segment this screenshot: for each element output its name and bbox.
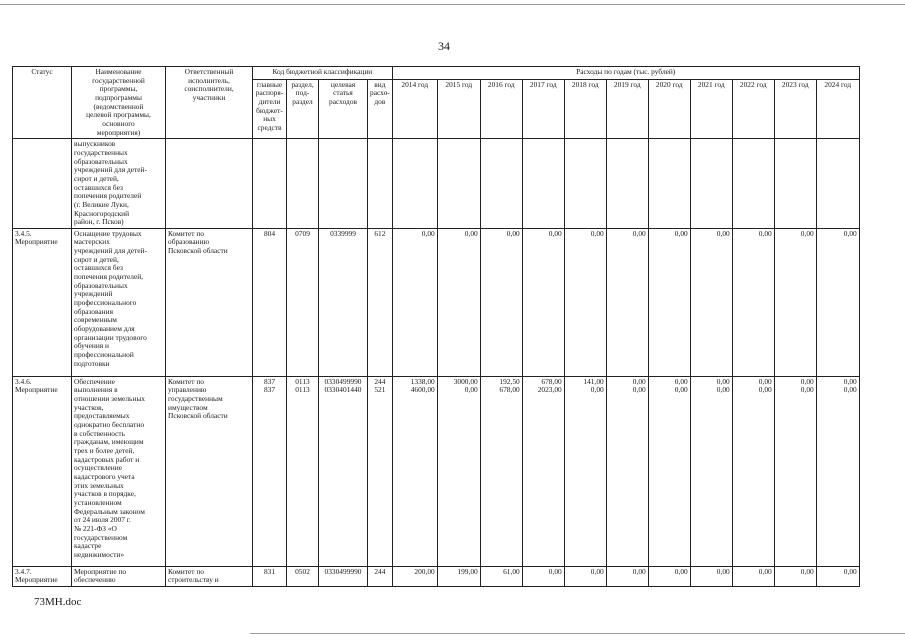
amount-value: 0,00 (843, 376, 857, 386)
amount-value: 1338,00 (410, 376, 435, 386)
text-line: Комитет по (168, 566, 204, 576)
text-line: образовательных (74, 156, 128, 166)
text-line: 3.4.5. (15, 228, 32, 238)
text-line: учреждений (74, 289, 113, 299)
header-name (72, 67, 166, 139)
cell-amount (774, 228, 816, 376)
text-line: расходов (329, 97, 357, 107)
cell-amount (732, 228, 774, 376)
scan-edge-bottom (250, 633, 905, 634)
cell-amount (690, 139, 732, 229)
text-line: (г. Великие Луки, (74, 199, 129, 209)
amount-value: 0,00 (632, 376, 646, 386)
cell-amount (816, 376, 859, 566)
text-line: оставшихся без (74, 182, 123, 192)
amount-value: 0,00 (632, 566, 646, 576)
amount-value: 199,00 (457, 566, 478, 576)
cell-amount (648, 139, 690, 229)
text-line: этих земельных (74, 480, 124, 490)
amount-value: 3000,00 (453, 376, 478, 386)
page-number: 34 (438, 39, 450, 53)
text-line: Наименование (95, 67, 142, 76)
header-csr (319, 79, 368, 139)
header-year: 2014 год (392, 79, 437, 139)
text-line: 837 (263, 376, 276, 386)
text-line: профессионального (74, 298, 137, 308)
text-line: Мероприятие (15, 385, 58, 395)
text-line: Федеральным законом (74, 506, 145, 516)
amount-value: 0,00 (758, 228, 772, 238)
header-year: 2019 год (606, 79, 648, 139)
amount-value: 0,00 (548, 566, 562, 576)
cell-amount (648, 228, 690, 376)
cell-amount (606, 228, 648, 376)
header-year: 2018 год (564, 79, 606, 139)
text-line: Псковской области (168, 246, 228, 256)
amount-value: 0,00 (758, 566, 772, 576)
amount-value: 0,00 (464, 228, 478, 238)
cell-code-vr (368, 566, 393, 586)
cell-name (72, 566, 166, 586)
cell-amount (774, 376, 816, 566)
cell-amount (648, 376, 690, 566)
cell-amount (732, 566, 774, 586)
amount-value: 0,00 (843, 385, 857, 395)
cell-status (13, 376, 72, 566)
cell-code-csr (319, 566, 368, 586)
cell-status (13, 139, 72, 229)
text-line: Красногородский (74, 208, 130, 218)
text-line: 0339999 (330, 228, 356, 238)
text-line: попечения родителей (74, 191, 142, 201)
header-year: 2017 год (522, 79, 564, 139)
cell-amount (392, 566, 437, 586)
text-line: отношении земельных (74, 394, 145, 404)
text-line: кадастровых работ и (74, 454, 140, 464)
amount-value: 0,00 (800, 376, 814, 386)
table-row (13, 566, 860, 586)
amount-value: 0,00 (674, 228, 688, 238)
cell-amount (437, 139, 480, 229)
text-line: государственной (92, 75, 145, 85)
cell-amount (732, 376, 774, 566)
text-line: строительству и (168, 575, 219, 585)
amount-value: 61,00 (503, 566, 520, 576)
cell-amount (606, 566, 648, 586)
cell-amount (437, 228, 480, 376)
cell-amount (690, 228, 732, 376)
amount-value: 141,00 (583, 376, 604, 386)
text-line: образовательных (74, 280, 128, 290)
amount-value: 0,00 (590, 566, 604, 576)
amount-value: 0,00 (464, 385, 478, 395)
cell-executor (166, 139, 253, 229)
text-line: раздел, (291, 79, 314, 89)
amount-value: 200,00 (414, 566, 435, 576)
cell-amount (648, 566, 690, 586)
text-line: 0502 (295, 566, 310, 576)
cell-executor (166, 228, 253, 376)
amount-value: 0,00 (674, 376, 688, 386)
text-line: вид (374, 79, 386, 89)
cell-code-vr (368, 228, 393, 376)
text-line: профессиональной (74, 350, 134, 359)
text-line: 0330499990 (324, 376, 362, 386)
cell-amount (480, 566, 522, 586)
cell-amount (522, 139, 564, 229)
text-line: выпускников (74, 139, 116, 149)
text-line: № 221-ФЗ «О (74, 523, 117, 533)
text-line: участники (192, 92, 226, 102)
cell-amount (690, 376, 732, 566)
header-expenses: Расходы по годам (тыс. рублей) (392, 67, 859, 80)
cell-code-rzpr (287, 566, 319, 586)
cell-name (72, 139, 166, 229)
amount-value: 0,00 (548, 228, 562, 238)
text-line: распоря- (255, 88, 284, 98)
text-line: (ведомственной (93, 101, 144, 111)
amount-value: 0,00 (758, 385, 772, 395)
amount-value: 192,50 (499, 376, 520, 386)
amount-value: 0,00 (506, 228, 520, 238)
amount-value: 0,00 (632, 228, 646, 238)
text-line: Ответственный (184, 67, 234, 76)
amount-value: 0,00 (843, 566, 857, 576)
text-line: ных (263, 114, 276, 124)
text-line: 804 (263, 228, 276, 238)
header-year: 2020 год (648, 79, 690, 139)
cell-amount (564, 228, 606, 376)
table-row (13, 228, 860, 376)
header-grbs (253, 79, 287, 139)
cell-amount (522, 376, 564, 566)
header-status: Статус (13, 67, 72, 139)
cell-code-rzpr (287, 139, 319, 229)
text-line: Мероприятие (15, 575, 58, 585)
text-line: 3.4.7. (15, 566, 32, 576)
document-filename: 73МН.doc (34, 596, 82, 608)
text-line: учреждений для детей- (74, 165, 147, 175)
text-line: выполнения в (74, 385, 118, 395)
text-line: подготовки (74, 358, 110, 368)
text-line: Обеспечение (74, 376, 115, 386)
amount-value: 0,00 (590, 385, 604, 395)
header-year: 2024 год (816, 79, 859, 139)
cell-code-grbs (253, 566, 287, 586)
cell-code-vr (368, 139, 393, 229)
amount-value: 678,00 (541, 376, 562, 386)
text-line: исполнитель, (188, 75, 230, 85)
amount-value: 0,00 (800, 228, 814, 238)
cell-executor (166, 566, 253, 586)
amount-value: 0,00 (716, 376, 730, 386)
amount-value: 2023,00 (537, 385, 562, 395)
text-line: Комитет по (168, 228, 204, 238)
cell-amount (392, 376, 437, 566)
cell-status (13, 228, 72, 376)
text-line: попечения родителей, (74, 272, 144, 282)
text-line: управлению (168, 385, 207, 395)
text-line: соисполнители, (184, 84, 234, 94)
text-line: 831 (263, 566, 276, 576)
cell-status (13, 566, 72, 586)
text-line: 244 (374, 566, 386, 576)
header-rzpr (287, 79, 319, 139)
table-body (13, 139, 860, 587)
cell-code-vr (368, 376, 393, 566)
cell-code-csr (319, 376, 368, 566)
text-line: государственных (74, 147, 128, 157)
amount-value: 678,00 (499, 385, 520, 395)
text-line: организации трудового (74, 332, 147, 342)
amount-value: 0,00 (716, 228, 730, 238)
text-line: обучения и (74, 341, 109, 351)
cell-amount (816, 139, 859, 229)
cell-amount (392, 228, 437, 376)
text-line: район, г. Псков) (74, 217, 124, 227)
header-year: 2023 год (774, 79, 816, 139)
text-line: осуществление (74, 463, 122, 473)
text-line: в собственность (74, 428, 125, 438)
text-line: установленном (74, 498, 122, 507)
text-line: обеспечению (74, 575, 116, 585)
text-line: кадастре (74, 541, 102, 551)
text-line: от 24 июля 2007 г. (74, 515, 131, 525)
cell-code-grbs (253, 139, 287, 229)
text-line: целевая (330, 79, 356, 89)
cell-amount (480, 376, 522, 566)
text-line: мастерских (74, 237, 110, 247)
text-line: 3.4.6. (15, 376, 32, 386)
cell-amount (816, 566, 859, 586)
text-line: мероприятия) (96, 127, 141, 137)
amount-value: 0,00 (716, 566, 730, 576)
cell-code-csr (319, 228, 368, 376)
text-line: средств (257, 123, 282, 133)
text-line: программы, (99, 84, 138, 94)
text-line: имуществом (168, 402, 208, 412)
text-line: дители (258, 97, 281, 107)
text-line: учреждений для детей- (74, 246, 147, 256)
text-line: современным (74, 315, 117, 325)
text-line: кадастрового учета (74, 472, 135, 482)
table-row (13, 139, 860, 229)
text-line: оборудованием для (74, 324, 135, 334)
budget-table (12, 66, 860, 587)
amount-value: 0,00 (800, 566, 814, 576)
text-line: образования (74, 306, 113, 316)
text-line: 837 (263, 385, 276, 395)
text-line: сирот и детей, (74, 173, 119, 183)
text-line: Мероприятие по (74, 566, 127, 576)
text-line: раздел (292, 97, 313, 107)
cell-executor (166, 376, 253, 566)
cell-amount (816, 228, 859, 376)
header-executor (166, 67, 253, 139)
text-line: расхо- (370, 88, 390, 98)
amount-value: 0,00 (758, 376, 772, 386)
amount-value: 0,00 (674, 385, 688, 395)
text-line: трех и более детей, (74, 446, 135, 456)
cell-amount (606, 139, 648, 229)
text-line: государственным (168, 394, 223, 404)
text-line: однократно бесплатно (74, 420, 145, 430)
cell-code-grbs (253, 228, 287, 376)
text-line: Мероприятие (15, 237, 58, 247)
text-line: сирот и детей, (74, 254, 119, 264)
text-line: основного (102, 118, 135, 128)
cell-amount (480, 228, 522, 376)
text-line: под- (295, 88, 310, 98)
text-line: образованию (168, 237, 210, 247)
cell-code-rzpr (287, 228, 319, 376)
amount-value: 0,00 (716, 385, 730, 395)
text-line: подпрограммы (95, 92, 142, 102)
cell-amount (732, 139, 774, 229)
header-year: 2015 год (437, 79, 480, 139)
text-line: статья (333, 88, 353, 98)
text-line: 0709 (295, 228, 310, 238)
cell-name (72, 376, 166, 566)
text-line: оставшихся без (74, 263, 123, 273)
header-budget-code: Код бюджетной классификации (253, 67, 393, 80)
text-line: государственном (74, 532, 128, 542)
cell-amount (522, 228, 564, 376)
cell-amount (606, 376, 648, 566)
cell-amount (564, 566, 606, 586)
text-line: 0330499990 (324, 566, 362, 576)
text-line: участков в порядке, (74, 489, 136, 499)
cell-amount (392, 139, 437, 229)
cell-code-rzpr (287, 376, 319, 566)
text-line: дов (374, 97, 386, 107)
cell-amount (437, 566, 480, 586)
amount-value: 0,00 (590, 228, 604, 238)
amount-value: 4600,00 (410, 385, 435, 395)
cell-amount (774, 139, 816, 229)
scan-edge-top (0, 4, 905, 5)
amount-value: 0,00 (843, 228, 857, 238)
text-line: недвижимости» (74, 549, 125, 559)
text-line: предоставляемых (74, 411, 130, 421)
cell-name (72, 228, 166, 376)
amount-value: 0,00 (421, 228, 435, 238)
cell-amount (564, 376, 606, 566)
cell-amount (437, 376, 480, 566)
amount-value: 0,00 (674, 566, 688, 576)
header-year: 2016 год (480, 79, 522, 139)
text-line: 244 (374, 376, 386, 386)
cell-amount (690, 566, 732, 586)
cell-amount (522, 566, 564, 586)
table-row (13, 376, 860, 566)
text-line: Оснащение трудовых (74, 228, 142, 238)
text-line: 0113 (295, 376, 310, 386)
text-line: 0113 (295, 385, 310, 395)
header-vr (368, 79, 393, 139)
text-line: 612 (374, 228, 386, 238)
amount-value: 0,00 (800, 385, 814, 395)
cell-amount (564, 139, 606, 229)
text-line: 0330401440 (324, 385, 362, 395)
text-line: Комитет по (168, 376, 204, 386)
text-line: 521 (374, 385, 386, 395)
text-line: целевой программы, (86, 110, 151, 120)
header-year: 2021 год (690, 79, 732, 139)
cell-code-grbs (253, 376, 287, 566)
cell-amount (480, 139, 522, 229)
text-line: главные (256, 79, 283, 89)
cell-amount (774, 566, 816, 586)
amount-value: 0,00 (632, 385, 646, 395)
cell-code-csr (319, 139, 368, 229)
header-year: 2022 год (732, 79, 774, 139)
text-line: бюджет- (256, 105, 283, 115)
text-line: гражданам, имеющим (74, 437, 144, 447)
text-line: участков, (74, 402, 104, 412)
text-line: Псковской области (168, 411, 228, 421)
